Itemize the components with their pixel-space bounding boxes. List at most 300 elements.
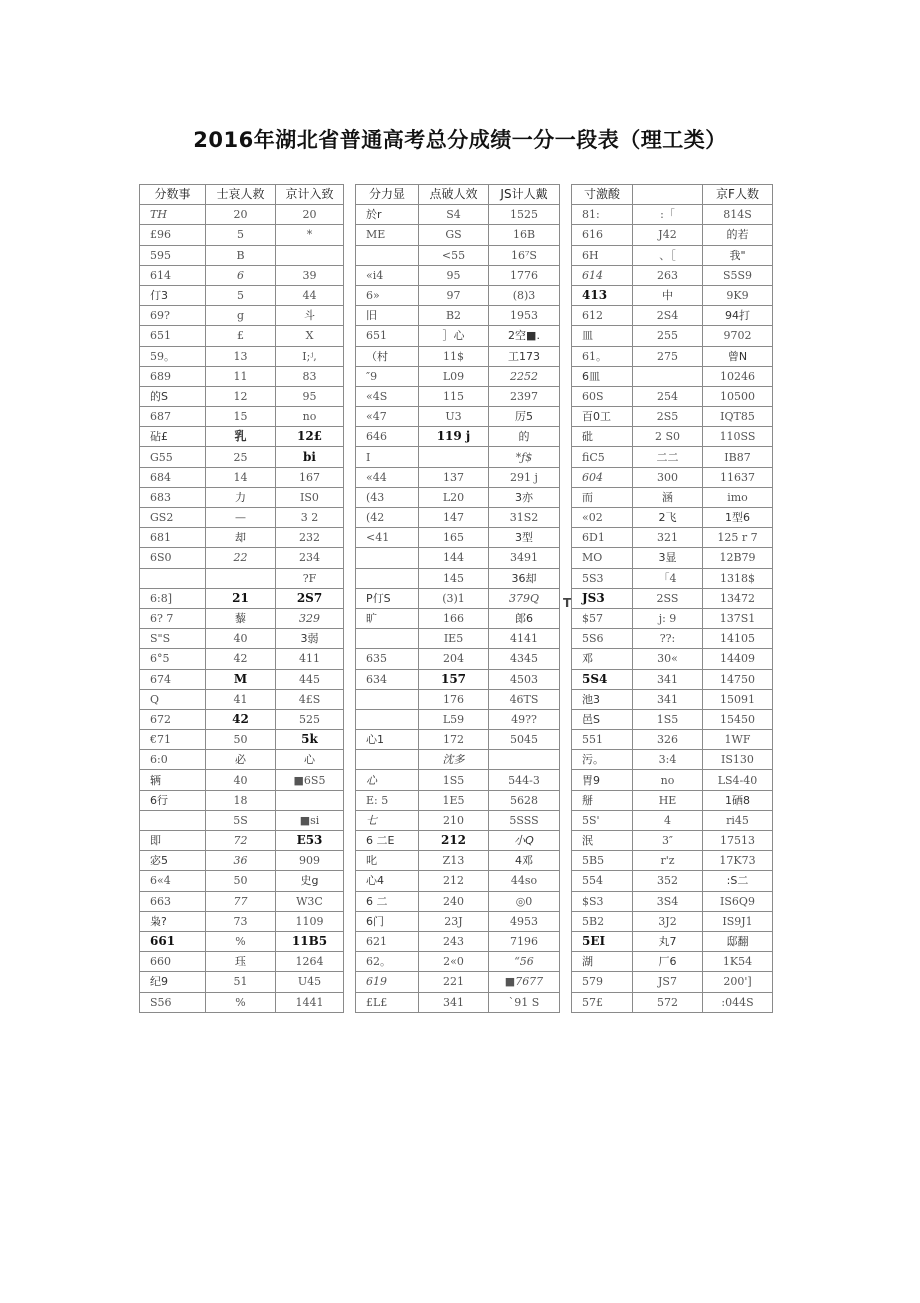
table-cell: 斗 — [276, 306, 344, 326]
table-cell: 137S1 — [703, 608, 773, 628]
table-cell: ri45 — [703, 810, 773, 830]
table-row — [140, 608, 344, 628]
table-row — [140, 285, 344, 305]
table-cell — [356, 689, 419, 709]
table-row — [356, 306, 560, 326]
table-row — [572, 891, 773, 911]
table-cell: «47 — [356, 407, 419, 427]
table-cell: 46TS — [489, 689, 560, 709]
table-row — [572, 810, 773, 830]
table-cell: 10500 — [703, 386, 773, 406]
table-cell: 612 — [572, 306, 633, 326]
table-cell: I;ʲ, — [276, 346, 344, 366]
table-cell: 77 — [206, 891, 276, 911]
table-row — [572, 911, 773, 931]
table-row — [572, 709, 773, 729]
table-cell: JS3 — [572, 588, 633, 608]
table-row — [140, 972, 344, 992]
table-cell: 14 — [206, 467, 276, 487]
table-cell: 94打 — [703, 306, 773, 326]
table-cell: <55 — [419, 245, 489, 265]
table-cell: $S3 — [572, 891, 633, 911]
table-cell: 4141 — [489, 629, 560, 649]
table-cell: 212 — [419, 871, 489, 891]
table-cell: 5045 — [489, 730, 560, 750]
table-cell: 1K54 — [703, 952, 773, 972]
table-cell: 皿 — [572, 326, 633, 346]
table-row — [140, 649, 344, 669]
table-cell: 11 — [206, 366, 276, 386]
table-row — [356, 427, 560, 447]
table-cell: 辆 — [140, 770, 206, 790]
table-cell: 厉5 — [489, 407, 560, 427]
header-row — [572, 185, 773, 205]
table-row — [572, 548, 773, 568]
table-cell: 243 — [419, 931, 489, 951]
table-row — [140, 306, 344, 326]
table-cell: 2397 — [489, 386, 560, 406]
table-cell: 6°5 — [140, 649, 206, 669]
table-row — [572, 831, 773, 851]
table-cell: 6 — [206, 265, 276, 285]
table-cell: 663 — [140, 891, 206, 911]
separator-mark: T — [563, 596, 572, 610]
table-row — [572, 265, 773, 285]
table-row — [572, 952, 773, 972]
table-cell: 60S — [572, 386, 633, 406]
table-cell: 95 — [276, 386, 344, 406]
table-cell: 36却 — [489, 568, 560, 588]
table-row — [356, 366, 560, 386]
table-cell: 1318$ — [703, 568, 773, 588]
table-cell: L20 — [419, 487, 489, 507]
table-cell: bi — [276, 447, 344, 467]
table-cell: 44so — [489, 871, 560, 891]
table-cell — [356, 709, 419, 729]
table-cell: 旧 — [356, 306, 419, 326]
table-cell: 646 — [356, 427, 419, 447]
table-cell: 20 — [206, 205, 276, 225]
table-cell: 史g — [276, 871, 344, 891]
table-row — [572, 467, 773, 487]
table-row — [572, 427, 773, 447]
table-cell: I — [356, 447, 419, 467]
table-cell: 210 — [419, 810, 489, 830]
table-cell: 621 — [356, 931, 419, 951]
table-row — [356, 205, 560, 225]
table-cell: 115 — [419, 386, 489, 406]
table-cell: 551 — [572, 730, 633, 750]
table-cell: 3型 — [489, 528, 560, 548]
table-cell: 20 — [276, 205, 344, 225]
table-cell: g — [206, 306, 276, 326]
table-cell: 42 — [206, 649, 276, 669]
table-cell: S5S9 — [703, 265, 773, 285]
table-cell: GS — [419, 225, 489, 245]
column-header: 士哀人救 — [206, 185, 276, 205]
table-cell: 掰 — [572, 790, 633, 810]
table-cell: 635 — [356, 649, 419, 669]
table-cell: 341 — [633, 689, 703, 709]
table-row — [140, 508, 344, 528]
table-cell: 579 — [572, 972, 633, 992]
table-cell: MO — [572, 548, 633, 568]
table-cell: 5B2 — [572, 911, 633, 931]
table-cell: 240 — [419, 891, 489, 911]
table-cell: 9K9 — [703, 285, 773, 305]
table-row — [356, 346, 560, 366]
table-cell: «44 — [356, 467, 419, 487]
table-cell: 5B5 — [572, 851, 633, 871]
table-cell: 687 — [140, 407, 206, 427]
table-cell: 厂6 — [633, 952, 703, 972]
table-cell: B2 — [419, 306, 489, 326]
table-cell: B — [206, 245, 276, 265]
table-cell: 200'] — [703, 972, 773, 992]
table-cell: 326 — [633, 730, 703, 750]
table-row — [140, 487, 344, 507]
table-cell — [356, 568, 419, 588]
table-cell: “56 — [489, 952, 560, 972]
table-cell: £96 — [140, 225, 206, 245]
table-cell: 595 — [140, 245, 206, 265]
table-row — [572, 871, 773, 891]
table-cell: 6 二 — [356, 891, 419, 911]
table-cell: 604 — [572, 467, 633, 487]
table-cell: 郎6 — [489, 608, 560, 628]
table-cell: 2飞 — [633, 508, 703, 528]
table-cell: 525 — [276, 709, 344, 729]
table-cell: 17K73 — [703, 851, 773, 871]
table-cell: 672 — [140, 709, 206, 729]
page-title: 2016年湖北省普通高考总分成绩一分一段表（理工类） — [193, 128, 727, 152]
table-cell: 291 j — [489, 467, 560, 487]
table-cell: (3)1 — [419, 588, 489, 608]
table-cell: 445 — [276, 669, 344, 689]
table-cell: 352 — [633, 871, 703, 891]
table-cell: 634 — [356, 669, 419, 689]
table-row — [356, 608, 560, 628]
table-row — [356, 931, 560, 951]
table-cell: (8)3 — [489, 285, 560, 305]
table-row — [356, 669, 560, 689]
table-row — [356, 588, 560, 608]
table-cell: JS7 — [633, 972, 703, 992]
table-cell: 15450 — [703, 709, 773, 729]
table-row — [356, 790, 560, 810]
table-row — [140, 366, 344, 386]
column-header: JS计人戴 — [489, 185, 560, 205]
table-cell: 1E5 — [419, 790, 489, 810]
table-cell: 23J — [419, 911, 489, 931]
table-cell: *ƒ$ — [489, 447, 560, 467]
table-cell: TH — [140, 205, 206, 225]
table-cell: 2S4 — [633, 306, 703, 326]
table-row — [572, 205, 773, 225]
table-cell: 909 — [276, 851, 344, 871]
table-row — [356, 851, 560, 871]
table-cell: 413 — [572, 285, 633, 305]
table-cell: 83 — [276, 366, 344, 386]
table-cell: ■si — [276, 810, 344, 830]
table-cell: ◎0 — [489, 891, 560, 911]
table-cell — [276, 790, 344, 810]
table-cell: 14105 — [703, 629, 773, 649]
table-cell: 166 — [419, 608, 489, 628]
table-cell: no — [633, 770, 703, 790]
table-cell: 9702 — [703, 326, 773, 346]
table-cell: ??: — [633, 629, 703, 649]
table-cell: 341 — [633, 669, 703, 689]
table-row — [356, 326, 560, 346]
table-cell: 胃9 — [572, 770, 633, 790]
table-cell: 小Q — [489, 831, 560, 851]
table-row — [356, 407, 560, 427]
table-cell: 62。 — [356, 952, 419, 972]
table-row — [356, 730, 560, 750]
table-cell: 乳 — [206, 427, 276, 447]
table-cell: 145 — [419, 568, 489, 588]
table-cell: 329 — [276, 608, 344, 628]
table-row — [572, 730, 773, 750]
table-cell: 6门 — [356, 911, 419, 931]
table-cell: 5S' — [572, 810, 633, 830]
table-cell: 3亦 — [489, 487, 560, 507]
table-cell: IS9J1 — [703, 911, 773, 931]
table-cell: 3J2 — [633, 911, 703, 931]
table-cell: 1776 — [489, 265, 560, 285]
table-row — [356, 467, 560, 487]
table-cell: 212 — [419, 831, 489, 851]
column-header: 京计入致 — [276, 185, 344, 205]
table-cell: 651 — [140, 326, 206, 346]
table-cell: IE5 — [419, 629, 489, 649]
table-cell: 172 — [419, 730, 489, 750]
table-row — [572, 750, 773, 770]
table-row — [356, 911, 560, 931]
table-cell: <41 — [356, 528, 419, 548]
table-row — [356, 265, 560, 285]
table-cell: 125 r 7 — [703, 528, 773, 548]
table-row — [356, 285, 560, 305]
table-row — [572, 366, 773, 386]
table-row — [572, 972, 773, 992]
table-cell: 池3 — [572, 689, 633, 709]
table-cell: 6«4 — [140, 871, 206, 891]
table-cell: 681 — [140, 528, 206, 548]
table-cell — [276, 245, 344, 265]
table-row — [356, 487, 560, 507]
table-cell: 684 — [140, 467, 206, 487]
table-row — [356, 508, 560, 528]
table-row — [140, 730, 344, 750]
table-cell: 百0工 — [572, 407, 633, 427]
score-table-2 — [355, 184, 560, 1013]
table-cell: E: 5 — [356, 790, 419, 810]
table-cell: — — [206, 508, 276, 528]
table-cell: 砒 — [572, 427, 633, 447]
header-row — [140, 185, 344, 205]
score-table-1 — [139, 184, 344, 1013]
table-cell: 2SS — [633, 588, 703, 608]
table-row — [356, 871, 560, 891]
table-cell: 2«0 — [419, 952, 489, 972]
table-cell: 619 — [356, 972, 419, 992]
table-cell: Q — [140, 689, 206, 709]
table-cell — [356, 548, 419, 568]
table-cell: r'z — [633, 851, 703, 871]
table-cell: 6? 7 — [140, 608, 206, 628]
table-cell: 4 — [633, 810, 703, 830]
table-cell: 49?? — [489, 709, 560, 729]
column-header: 寸激酸 — [572, 185, 633, 205]
table-cell: 16B — [489, 225, 560, 245]
table-cell: 旷 — [356, 608, 419, 628]
table-cell: `91 S — [489, 992, 560, 1012]
table-cell — [356, 629, 419, 649]
table-cell: 1525 — [489, 205, 560, 225]
table-cell: 110SS — [703, 427, 773, 447]
table-cell: 1441 — [276, 992, 344, 1012]
table-cell: £L£ — [356, 992, 419, 1012]
table-cell: % — [206, 992, 276, 1012]
table-cell: 叱 — [356, 851, 419, 871]
table-cell: IS6Q9 — [703, 891, 773, 911]
table-cell: U45 — [276, 972, 344, 992]
table-cell: 3弱 — [276, 629, 344, 649]
table-cell: 3显 — [633, 548, 703, 568]
table-cell: ■6S5 — [276, 770, 344, 790]
table-cell: 2S7 — [276, 588, 344, 608]
table-row — [140, 891, 344, 911]
table-cell: «02 — [572, 508, 633, 528]
table-row — [572, 629, 773, 649]
table-row — [356, 689, 560, 709]
table-cell: 12£ — [276, 427, 344, 447]
table-cell: 的S — [140, 386, 206, 406]
table-row — [140, 851, 344, 871]
table-cell: imo — [703, 487, 773, 507]
table-row — [572, 992, 773, 1012]
table-cell: 57£ — [572, 992, 633, 1012]
table-cell: 144 — [419, 548, 489, 568]
table-cell: P仃S — [356, 588, 419, 608]
table-cell: 119 j — [419, 427, 489, 447]
table-cell: 50 — [206, 871, 276, 891]
table-row — [140, 689, 344, 709]
table-cell: 枭? — [140, 911, 206, 931]
table-row — [356, 386, 560, 406]
table-row — [572, 407, 773, 427]
table-row — [140, 770, 344, 790]
table-cell: 12B79 — [703, 548, 773, 568]
table-cell: GS2 — [140, 508, 206, 528]
table-cell: 232 — [276, 528, 344, 548]
table-cell: no — [276, 407, 344, 427]
table-row — [140, 447, 344, 467]
table-cell: S4 — [419, 205, 489, 225]
table-cell: €71 — [140, 730, 206, 750]
table-cell: 6D1 — [572, 528, 633, 548]
table-cell: 379Q — [489, 588, 560, 608]
table-cell: 力 — [206, 487, 276, 507]
table-cell: 5S6 — [572, 629, 633, 649]
table-row — [572, 225, 773, 245]
table-cell: (43 — [356, 487, 419, 507]
table-cell: 321 — [633, 528, 703, 548]
table-row — [572, 851, 773, 871]
table-cell: 300 — [633, 467, 703, 487]
table-cell: 5S3 — [572, 568, 633, 588]
table-cell: 邸翻 — [703, 931, 773, 951]
table-row — [140, 669, 344, 689]
table-cell: 5S4 — [572, 669, 633, 689]
table-row — [572, 326, 773, 346]
column-header: 分数事 — [140, 185, 206, 205]
table-cell: 234 — [276, 548, 344, 568]
table-cell: 6皿 — [572, 366, 633, 386]
table-cell: 59。 — [140, 346, 206, 366]
table-cell: 工173 — [489, 346, 560, 366]
table-cell: 1264 — [276, 952, 344, 972]
table-cell: 3491 — [489, 548, 560, 568]
table-cell: (42 — [356, 508, 419, 528]
table-row — [140, 871, 344, 891]
table-cell: 14750 — [703, 669, 773, 689]
table-cell: 丸7 — [633, 931, 703, 951]
table-cell: 572 — [633, 992, 703, 1012]
table-cell: S"S — [140, 629, 206, 649]
table-cell: % — [206, 931, 276, 951]
table-cell: 5628 — [489, 790, 560, 810]
table-cell: 中 — [633, 285, 703, 305]
score-table-3 — [571, 184, 773, 1013]
table-cell: 21 — [206, 588, 276, 608]
table-cell: 3″ — [633, 831, 703, 851]
table-cell: 81: — [572, 205, 633, 225]
table-cell: 仃3 — [140, 285, 206, 305]
table-row — [140, 225, 344, 245]
table-row — [356, 528, 560, 548]
column-header: 点破人效 — [419, 185, 489, 205]
table-row — [140, 709, 344, 729]
table-cell: 6:0 — [140, 750, 206, 770]
table-cell: 4邓 — [489, 851, 560, 871]
table-cell: 22 — [206, 548, 276, 568]
table-row — [140, 790, 344, 810]
table-cell: 邓 — [572, 649, 633, 669]
table-cell: 13 — [206, 346, 276, 366]
table-cell: 5S — [206, 810, 276, 830]
table-cell: 72 — [206, 831, 276, 851]
table-cell: W3C — [276, 891, 344, 911]
table-cell: * — [276, 225, 344, 245]
table-row — [140, 750, 344, 770]
table-cell: :S二 — [703, 871, 773, 891]
table-cell: 2S5 — [633, 407, 703, 427]
table-cell: «i4 — [356, 265, 419, 285]
table-cell: S56 — [140, 992, 206, 1012]
table-row — [140, 265, 344, 285]
table-cell — [356, 245, 419, 265]
table-cell: 七 — [356, 810, 419, 830]
table-cell: 心1 — [356, 730, 419, 750]
table-cell: fiC5 — [572, 447, 633, 467]
table-cell: 1S5 — [419, 770, 489, 790]
table-cell: 曾N — [703, 346, 773, 366]
table-cell: 5SSS — [489, 810, 560, 830]
table-cell: 31S2 — [489, 508, 560, 528]
